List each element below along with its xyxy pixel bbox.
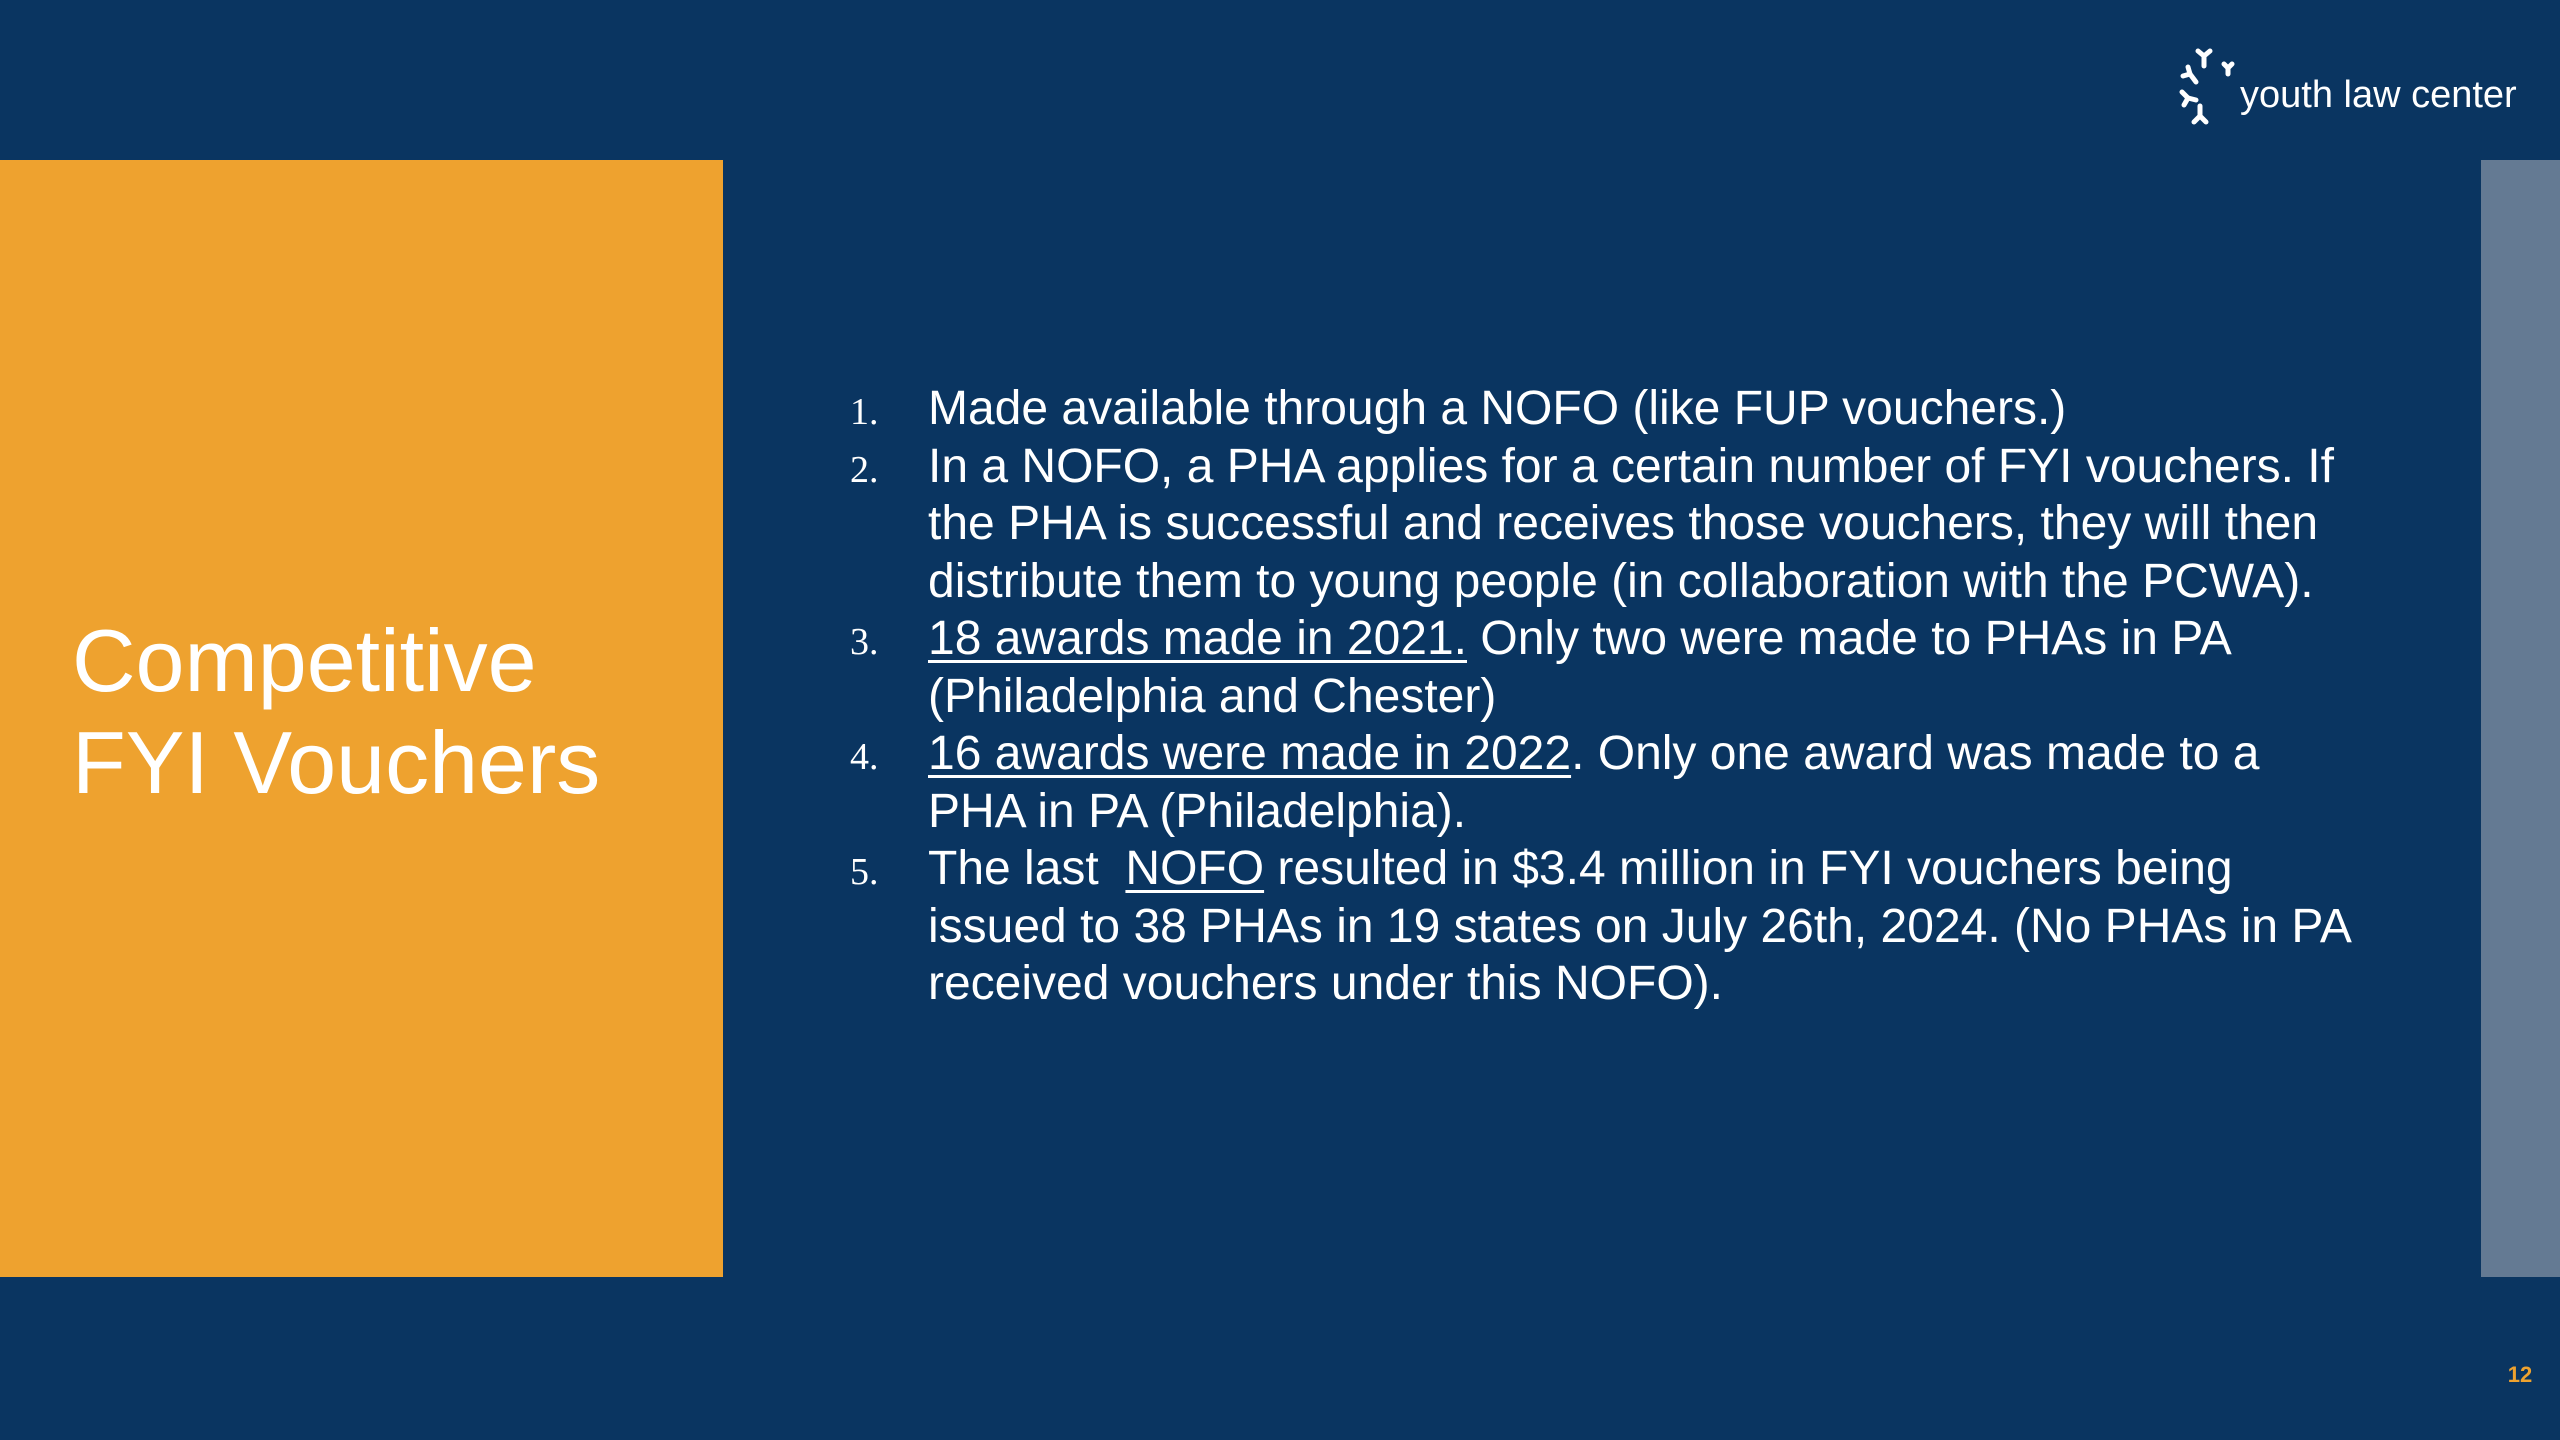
awards-2022-link[interactable]: 16 awards were made in 2022 [928,727,1572,780]
list-item-text: resulted in $3.4 million in FYI vouchers being issued to 38 PHAs in 19 states on July 26th, 2024. (No PHAs in PA received vouchers under this NOFO). [928,842,2350,1010]
side-accent-bar [2481,160,2560,1277]
slide-title-line-1: Competitive [72,611,537,710]
list-item-text: . Only one award was made to a PHA in PA (Philadelphia). [928,727,2260,838]
list-item [850,380,2360,438]
list-item [850,610,2360,725]
nofo-link[interactable]: NOFO [1125,842,1265,895]
list-item-number: 4. [850,736,879,778]
list-item-number: 2. [850,448,879,491]
list-item [850,840,2360,1013]
youth-law-center-logo-icon [2176,42,2246,138]
list-item-text: In a NOFO, a PHA applies for a certain number of FYI vouchers. If the PHA is successful and receives those vouchers, they will then distribute them to young people (in collaboration with the PCWA). [928,439,2334,608]
slide-title-line-2: FYI Vouchers [72,713,601,812]
list-item-number: 3. [850,621,879,663]
content-area [850,380,2360,1013]
list-item-number: 5. [850,851,879,893]
awards-2021-link[interactable]: 18 awards made in 2021. [928,612,1468,665]
list-item-number: 1. [850,391,879,433]
slide-title [72,610,712,814]
page-number: 12 [2507,1362,2533,1387]
logo-text: youth law center [2240,73,2517,116]
list-item-text: Made available through a NOFO (like FUP vouchers.) [928,382,2067,435]
list-item-text: Only two were made to PHAs in PA (Philadelphia and Chester) [928,612,2230,723]
numbered-list [850,380,2360,1013]
list-item-text: The last [928,842,1126,895]
list-item [850,438,2360,611]
logo [2176,40,2526,140]
list-item [850,725,2360,840]
